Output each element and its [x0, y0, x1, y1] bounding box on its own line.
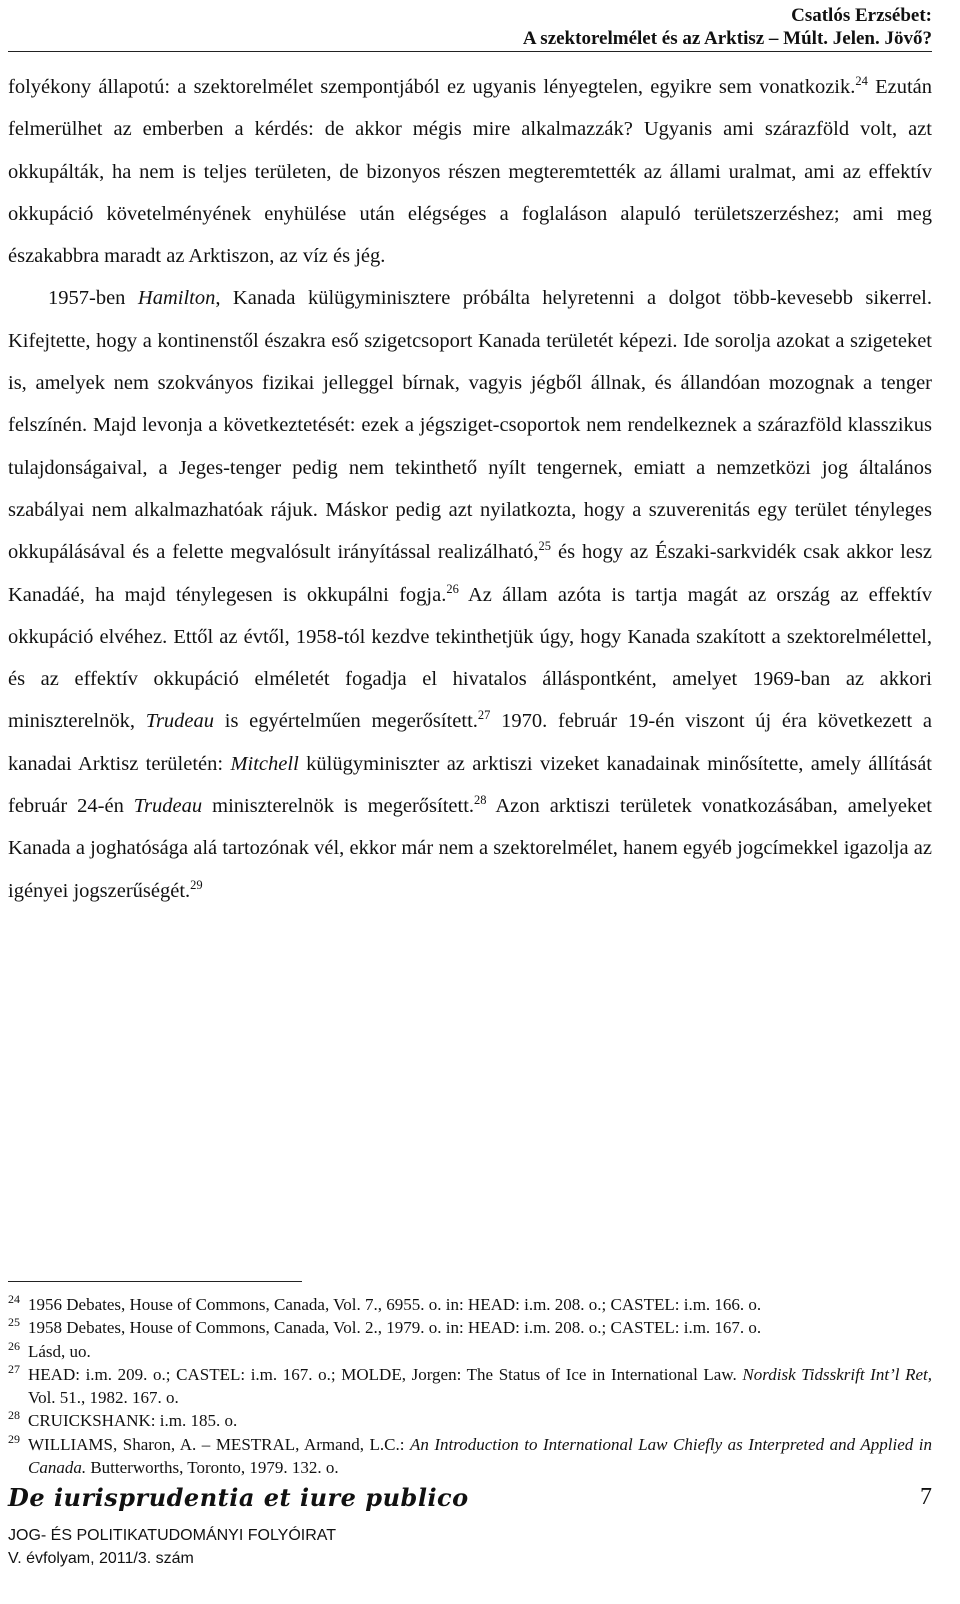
p2-text-3: és hogy az Északi-sarkvidék csak akkor lesz Kanadáé, ha majd ténylegesen is okkupálni fogja. — [8, 541, 932, 606]
journal-title: De iurisprudentia et iure publico — [8, 1483, 469, 1512]
footnote-number: 29 — [8, 1431, 20, 1446]
footnote-text: CRUICKSHANK: i.m. 185. o. — [28, 1411, 238, 1431]
p2-text-8: miniszterelnök is megerősített. — [202, 795, 475, 818]
name-hamilton: Hamilton — [137, 287, 216, 310]
paragraph-2 — [8, 277, 932, 911]
footnote-ref-24[interactable]: 24 — [855, 74, 868, 89]
name-mitchell: Mitchell — [230, 752, 299, 775]
p2-text-1: 1957-ben — [48, 287, 138, 310]
footnote-29 — [8, 1433, 932, 1480]
footnote-separator — [8, 1281, 302, 1282]
p2-text-9: Azon arktiszi területek vonatkozásában, amelyeket Kanada a joghatósága alá tartozónak vél, ekkor már nem a szektorelmélet, hanem egyéb jogcímekkel igazolja az igényei jogszerűségét. — [8, 795, 932, 902]
p2-text-6: 1970. február 19-én viszont új éra következett a kanadai Arktisz területén: — [8, 710, 932, 775]
footnote-italic-title: Nordisk Tidsskrift Int’l Ret, — [742, 1364, 932, 1384]
footnote-text: WILLIAMS, Sharon, A. – MESTRAL, Armand, L.C.: — [28, 1434, 410, 1454]
footnote-number: 26 — [8, 1338, 20, 1353]
footnote-text: 1958 Debates, House of Commons, Canada, Vol. 2., 1979. o. in: HEAD: i.m. 208. o.; CASTEL: i.m. 167. o. — [28, 1318, 762, 1338]
p2-text-4: Az állam azóta is tartja magát az ország az effektív okkupáció elvéhez. Ettől az évtől, 1958-tól kezdve tekinthetjük úgy, hogy Kanada szakított a szektorelmélettel, és az effektív okkupáció elméletét fogadja el hivatalos álláspontként, amelyet 1969-ban az akkori miniszterelnök, — [8, 583, 932, 733]
header-author: Csatlós Erzsébet: — [791, 5, 932, 26]
footnote-text: Lásd, uo. — [28, 1341, 91, 1361]
header-rule — [8, 51, 932, 52]
footnote-28 — [8, 1409, 932, 1432]
name-trudeau: Trudeau — [145, 710, 215, 733]
page-number: 7 — [920, 1484, 932, 1510]
footnotes — [8, 1293, 932, 1479]
name-trudeau-2: Trudeau — [133, 795, 203, 818]
body-text — [8, 66, 932, 912]
paragraph-1 — [8, 66, 932, 277]
footnote-ref-29[interactable]: 29 — [190, 877, 203, 892]
p1-text-2: Ezután felmerülhet az emberben a kérdés: de akkor mégis mire alkalmazzák? Ugyanis ami szárazföld volt, azt okkupálták, ha nem is teljes területen, de bizonyos részen megteremtették az állami uralmat, ami az effektív okkupáció követelményének enyhülése után elégséges a foglaláson alapuló területszerzéshez; ami meg északabbra maradt az Arktiszon, az víz és jég. — [8, 76, 932, 268]
p2-text-5: is egyértelműen megerősített. — [214, 710, 478, 733]
footnote-26 — [8, 1340, 932, 1363]
footnote-number: 28 — [8, 1408, 20, 1423]
footnote-text: HEAD: i.m. 209. o.; CASTEL: i.m. 167. o.; MOLDE, Jorgen: The Status of Ice in International Law. — [28, 1364, 743, 1384]
footnote-24 — [8, 1293, 932, 1316]
footnote-ref-25[interactable]: 25 — [538, 539, 552, 554]
p2-text-7: külügyminiszter az arktiszi vizeket kanadainak minősítette, amely állítását február 24-én — [8, 752, 932, 818]
footnote-tail: Vol. 51., 1982. 167. o. — [28, 1388, 179, 1408]
footnote-italic-title: An Introduction to International Law Chiefly as Interpreted and Applied in Canada. — [28, 1434, 933, 1478]
footnote-25 — [8, 1316, 932, 1339]
footnote-number: 25 — [8, 1315, 20, 1330]
footnote-ref-27[interactable]: 27 — [477, 708, 491, 723]
footnote-tail: Butterworths, Toronto, 1979. 132. o. — [86, 1458, 339, 1478]
header-title: A szektorelmélet és az Arktisz – Múlt. Jelen. Jövő? — [522, 28, 932, 49]
footnote-ref-26[interactable]: 26 — [446, 581, 459, 596]
footnote-number: 27 — [8, 1361, 20, 1376]
footnote-number: 24 — [8, 1292, 20, 1306]
journal-issue: V. évfolyam, 2011/3. szám — [8, 1550, 194, 1567]
running-header — [523, 4, 932, 50]
journal-subtitle: JOG- ÉS POLITIKATUDOMÁNYI FOLYÓIRAT — [8, 1527, 337, 1544]
footnote-text: 1956 Debates, House of Commons, Canada, Vol. 7., 6955. o. in: HEAD: i.m. 208. o.; CASTEL: i.m. 166. o. — [28, 1295, 762, 1314]
footnote-ref-28[interactable]: 28 — [474, 793, 487, 808]
journal-info — [8, 1524, 336, 1570]
p2-text-2: , Kanada külügyminisztere próbálta helyretenni a dolgot több-kevesebb sikerrel. Kifejtette, hogy a kontinenstől északra eső szigetcsoport Kanada területét képezi. Ide sorolja azokat a szigeteket is, amelyek nem szokványos fizikai jelleggel bírnak, vagyis jégből állnak, és állandóan mozognak a tenger felszínén. Majd levonja a következtetését: ezek a jégsziget-csoportok nem rendelkeznek a szárazföld klasszikus tulajdonságaival, a Jeges-tenger pedig nem tekinthető nyílt tengernek, emiatt a nemzetközi jog általános szabályai nem alkalmazhatóak rájuk. Máskor pedig azt nyilatkozta, hogy a szuverenitás egy terület tényleges okkupálásával és a felette megvalósult irányítással realizálható, — [8, 287, 933, 564]
p1-text-1: folyékony állapotú: a szektorelmélet szempontjából ez ugyanis lényegtelen, egyikre sem vonatkozik. — [8, 76, 856, 98]
footnote-27 — [8, 1363, 932, 1410]
